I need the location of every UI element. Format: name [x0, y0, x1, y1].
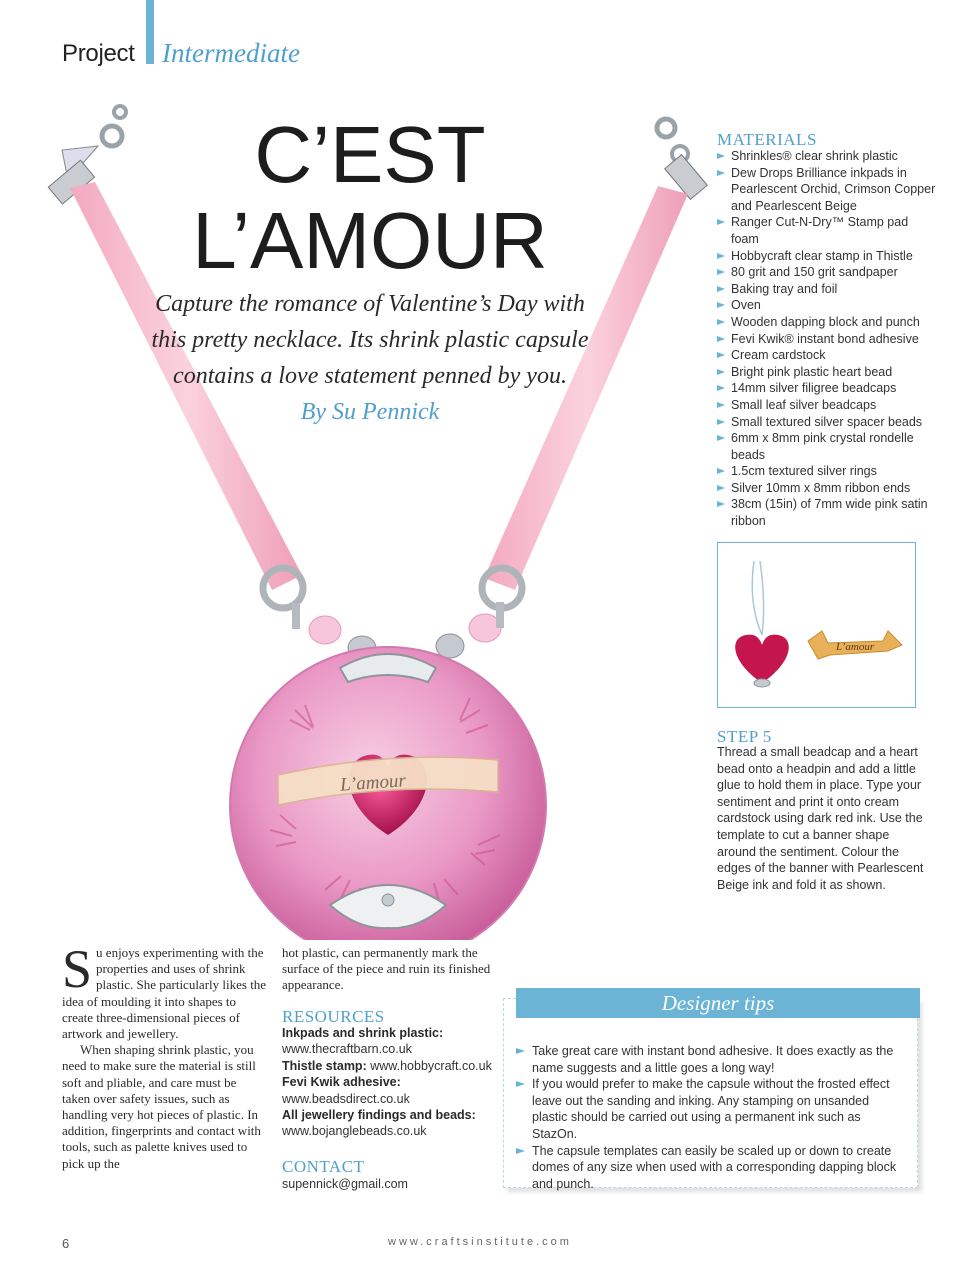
material-item: Cream cardstock — [717, 347, 937, 364]
difficulty-label: Intermediate — [162, 38, 300, 68]
intro-text — [150, 286, 590, 430]
resource-label: All jewellery findings and beads: — [282, 1108, 476, 1123]
body-column-2: hot plastic, can permanently mark the surface of the piece and ruin its finished appearance. — [282, 945, 491, 993]
tip-item: Take great care with instant bond adhesive. It does exactly as the name suggests and a little goes a long way! — [516, 1043, 904, 1076]
material-item: Ranger Cut-N-Dry™ Stamp pad foam — [717, 214, 937, 247]
material-item: Dew Drops Brilliance inkpads in Pearlescent Orchid, Crimson Copper and Pearlescent Beige — [717, 165, 937, 215]
body-column-1 — [62, 939, 267, 1172]
page-number: 6 — [62, 1236, 70, 1251]
article-title — [150, 112, 590, 284]
material-item: Small textured silver spacer beads — [717, 414, 937, 431]
material-item: Oven — [717, 297, 937, 314]
resource-link[interactable]: www.hobbycraft.co.uk — [370, 1058, 492, 1073]
body-paragraph-1: u enjoys experimenting with the properties and uses of shrink plastic. She particularly likes the idea of moulding it into shapes to create three-dimensional pieces of artwork and jewellery. — [62, 945, 267, 1042]
byline: By Su Pennick — [300, 399, 440, 425]
material-item: Wooden dapping block and punch — [717, 314, 937, 331]
material-item: Shrinkles® clear shrink plastic — [717, 148, 937, 165]
drop-cap: S — [62, 939, 93, 999]
designer-tips-title: Designer tips — [516, 988, 920, 1018]
tip-item: The capsule templates can easily be scaled up or down to create domes of any size when used with a corresponding dapping block and punch. — [516, 1143, 904, 1193]
material-item: Silver 10mm x 8mm ribbon ends — [717, 480, 937, 497]
material-item: 80 grit and 150 grit sandpaper — [717, 264, 937, 281]
footer-url[interactable]: www.craftsinstitute.com — [388, 1236, 572, 1248]
step5-banner-text: L’amour — [836, 641, 875, 653]
header-accent-bar — [146, 0, 154, 64]
resource-label: Thistle stamp: — [282, 1058, 367, 1073]
section-label: Project — [62, 40, 135, 67]
body-paragraph-2: When shaping shrink plastic, you need to make sure the material is still soft and pliable, and care must be taken over safety issues, such as handling very hot pieces of plastic. In addition, fingerprints and contact with tools, such as palette knives used to pick up the — [62, 1042, 261, 1171]
standfirst: Capture the romance of Valentine’s Day with this pretty necklace. Its shrink plastic capsule contains a love statement penned by you. — [151, 291, 589, 389]
material-item: Hobbycraft clear stamp in Thistle — [717, 248, 937, 265]
resource-label: Inkpads and shrink plastic: — [282, 1026, 444, 1040]
material-item: Fevi Kwik® instant bond adhesive — [717, 331, 937, 348]
tip-item: If you would prefer to make the capsule without the frosted effect leave out the sanding and inking. Any stamping on unsanded plastic should be carried out using a permanent ink such as StazOn. — [516, 1076, 904, 1142]
material-item: Bright pink plastic heart bead — [717, 364, 937, 381]
capsule-text: L’amour — [339, 770, 407, 796]
resource-link[interactable]: www.beadsdirect.co.uk — [282, 1091, 410, 1106]
material-item: Small leaf silver beadcaps — [717, 397, 937, 414]
resource-label: Fevi Kwik adhesive: — [282, 1075, 401, 1090]
designer-tips-list — [516, 1043, 904, 1192]
material-item: 6mm x 8mm pink crystal rondelle beads — [717, 430, 937, 463]
material-item: 1.5cm textured silver rings — [717, 463, 937, 480]
step5-text: Thread a small beadcap and a heart bead onto a headpin and add a little glue to hold them in place. Type your sentiment and print it onto cream cardstock using dark red ink. Use the template to cut a banner shape around the sentiment. Colour the edges of the banner with Pearlescent Beige ink and fold it as shown. — [717, 745, 924, 892]
material-item: Baking tray and foil — [717, 281, 937, 298]
resources-list — [282, 1025, 497, 1140]
materials-list — [717, 148, 937, 530]
title-line-1: C’EST — [254, 110, 486, 199]
contact-heading: CONTACT — [282, 1157, 365, 1176]
step5-photo — [717, 542, 916, 708]
resource-link[interactable]: www.thecraftbarn.co.uk — [282, 1042, 412, 1057]
right-clasp — [657, 119, 707, 199]
materials-heading: MATERIALS — [717, 130, 817, 149]
step5-heart-bead — [735, 635, 789, 683]
material-item: 14mm silver filigree beadcaps — [717, 380, 937, 397]
resource-link[interactable]: www.bojanglebeads.co.uk — [282, 1124, 427, 1139]
resources-heading: RESOURCES — [282, 1007, 385, 1026]
step5-heading: STEP 5 — [717, 727, 772, 746]
contact-email[interactable]: supennick@gmail.com — [282, 1177, 408, 1191]
material-item: 38cm (15in) of 7mm wide pink satin ribbon — [717, 496, 937, 529]
title-line-2: L’AMOUR — [192, 196, 548, 285]
